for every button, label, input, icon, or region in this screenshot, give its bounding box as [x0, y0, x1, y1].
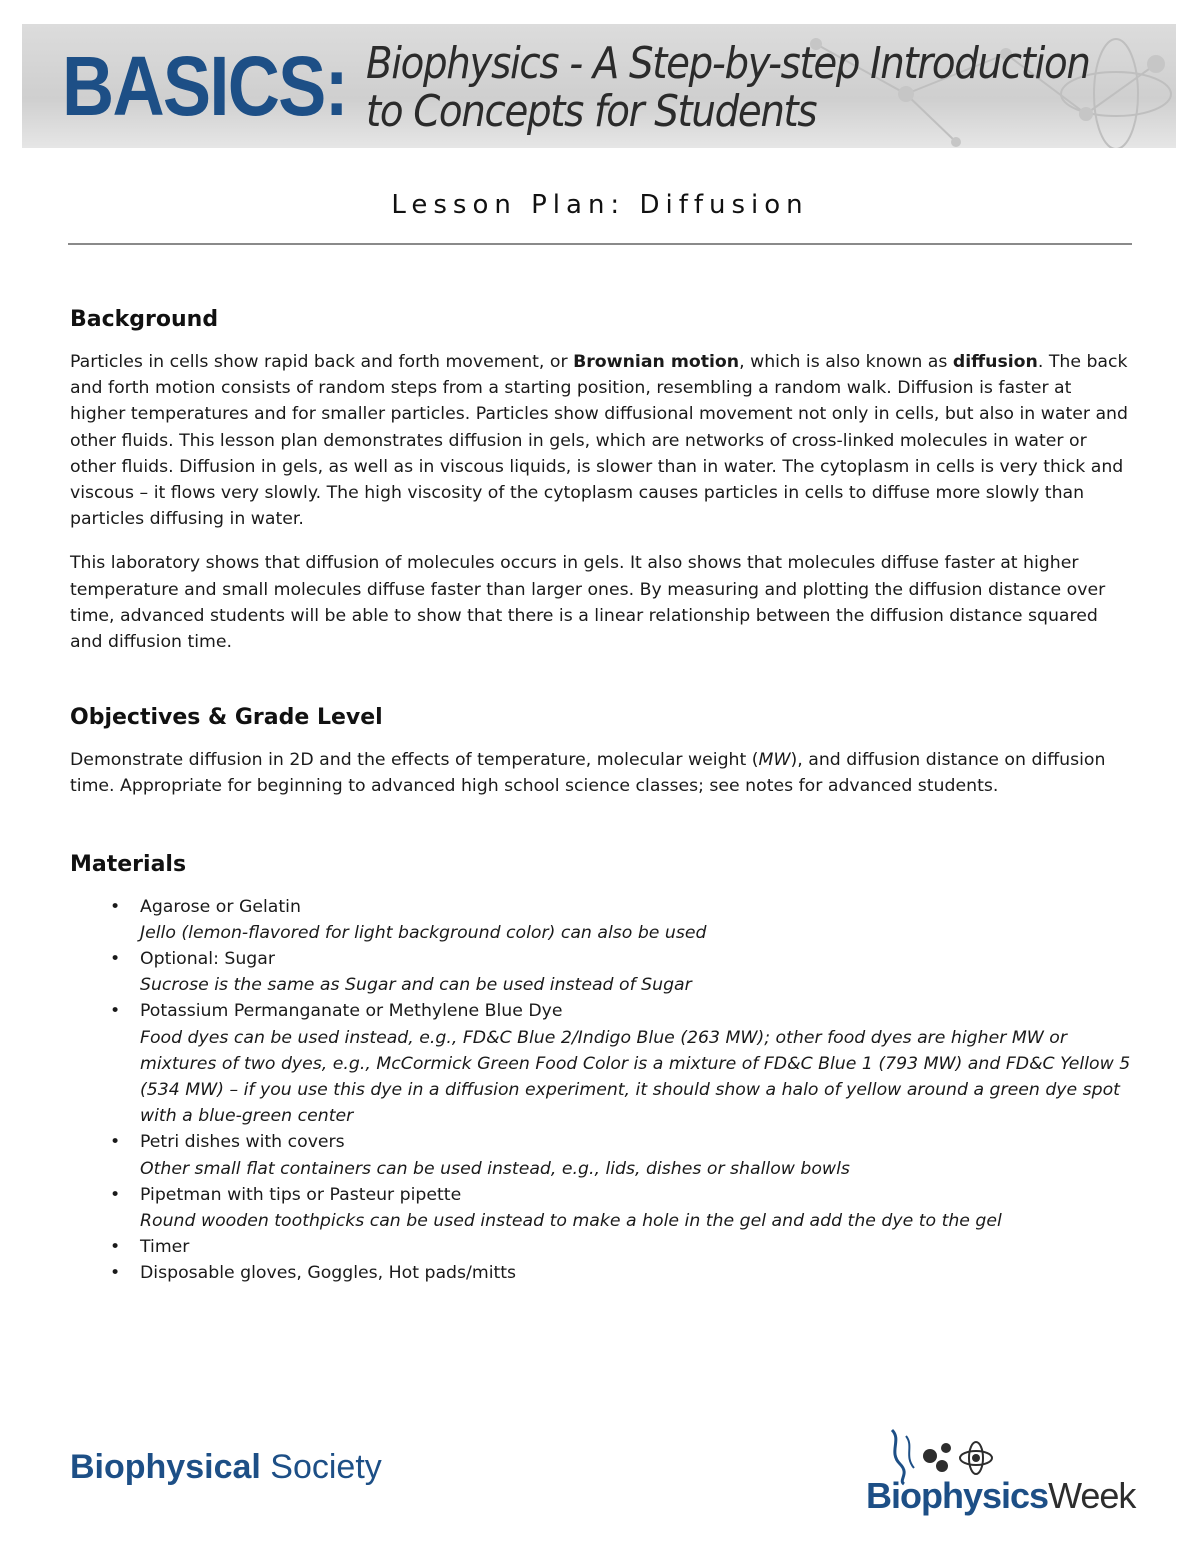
bullet-icon: • — [110, 1001, 121, 1022]
subtitle-line-2: to Concepts for Students — [366, 86, 817, 137]
logo-bs-bold: Biophysical — [70, 1448, 261, 1486]
bullet-icon: • — [110, 1237, 121, 1258]
bg-text-d: . The back and forth motion consists of random steps from a starting position, resembling a random walk. Diffusion is faster at higher temperatures and for smaller particles. Particles show diffusional movement not only in cells, but also in water and other fluids. This lesson plan demonstrates diffusion in gels, which are networks of cross-linked molecules in water or other fluids. Diffusion in gels, as well as in viscous liquids, is slower than in water. The cytoplasm in cells is very thick and viscous – it flows very slowly. The high viscosity of the cytoplasm causes particles in cells to diffuse more slowly than particles diffusing in water. — [70, 352, 1128, 530]
title-divider — [68, 243, 1132, 245]
list-item — [70, 998, 1132, 1129]
list-item — [70, 946, 1132, 998]
item-text: Agarose or Gelatin — [140, 896, 301, 917]
logo-bs-rest: Society — [260, 1448, 382, 1486]
basics-wordmark: BASICS: — [62, 39, 347, 133]
background-section — [70, 305, 1132, 655]
obj-text-b: ), and diffusion distance on diffusion time. Appropriate for beginning to advanced high school science classes; see notes for advanced students. — [70, 750, 1106, 797]
objectives-paragraph — [70, 747, 1132, 799]
main-content — [70, 305, 1132, 1287]
logo-bw-bold: Biophysics — [866, 1475, 1049, 1516]
item-text: Pipetman with tips or Pasteur pipette — [140, 1184, 462, 1205]
item-text: Timer — [140, 1237, 190, 1258]
bullet-icon: • — [110, 1263, 121, 1284]
obj-mw: MW — [758, 750, 791, 771]
objectives-heading: Objectives & Grade Level — [70, 705, 383, 731]
list-item — [70, 894, 1132, 946]
item-note: Sucrose is the same as Sugar and can be used instead of Sugar — [140, 975, 692, 996]
biophysical-society-logo — [70, 1448, 382, 1487]
materials-list — [70, 894, 1132, 1287]
list-item — [70, 1260, 1132, 1286]
term-brownian-motion: Brownian motion — [573, 352, 740, 372]
bg-text-c: , which is also known as — [739, 352, 953, 372]
materials-heading: Materials — [70, 851, 187, 877]
bullet-icon: • — [110, 949, 121, 970]
item-text: Potassium Permanganate or Methylene Blue Dye — [140, 1001, 563, 1022]
list-item — [70, 1182, 1132, 1234]
banner-subtitle — [366, 38, 1090, 137]
bullet-icon: • — [110, 1184, 121, 1205]
background-paragraph-1 — [70, 349, 1132, 532]
subtitle-line-1: Biophysics - A Step-by-step Introduction — [366, 38, 1090, 89]
bg-text-a: Particles in cells show rapid back and forth movement, or — [70, 352, 574, 372]
header-banner — [22, 24, 1176, 148]
item-note: Round wooden toothpicks can be used instead to make a hole in the gel and add the dye to the gel — [140, 1211, 1002, 1232]
bullet-icon: • — [110, 1132, 121, 1153]
item-note: Other small flat containers can be used instead, e.g., lids, dishes or shallow bowls — [140, 1158, 850, 1179]
materials-section — [70, 850, 1132, 1287]
item-note: Food dyes can be used instead, e.g., FD&C Blue 2/Indigo Blue (263 MW); other food dyes are higher MW or mixtures of two dyes, e.g., McCormick Green Food Color is a mixture of FD&C Blue 1 (793 MW) and FD&C Yellow 5 (534 MW) – if you use this dye in a diffusion experiment, it should show a halo of yellow around a green dye spot with a blue-green center — [140, 1027, 1131, 1127]
item-text: Disposable gloves, Goggles, Hot pads/mitts — [140, 1263, 517, 1284]
bullet-icon: • — [110, 896, 121, 917]
objectives-section — [70, 703, 1132, 799]
term-diffusion: diffusion — [952, 352, 1038, 372]
biophysics-week-logo — [866, 1475, 1135, 1517]
list-item — [70, 1234, 1132, 1260]
item-note: Jello (lemon-flavored for light background color) can also be used — [140, 922, 707, 943]
page-title: Lesson Plan: Diffusion — [391, 190, 809, 220]
obj-text-a: Demonstrate diffusion in 2D and the effects of temperature, molecular weight ( — [70, 750, 759, 771]
item-text: Optional: Sugar — [140, 949, 275, 970]
background-heading: Background — [70, 307, 219, 332]
background-paragraph-2: This laboratory shows that diffusion of molecules occurs in gels. It also shows that molecules diffuse faster at higher temperature and small molecules diffuse faster than larger ones. By measuring and plotting the diffusion distance over time, advanced students will be able to show that there is a linear relationship between the diffusion distance squared and diffusion time. — [70, 553, 1106, 653]
list-item — [70, 1129, 1132, 1181]
item-text: Petri dishes with covers — [140, 1132, 345, 1153]
logo-bw-rest: Week — [1048, 1475, 1136, 1516]
